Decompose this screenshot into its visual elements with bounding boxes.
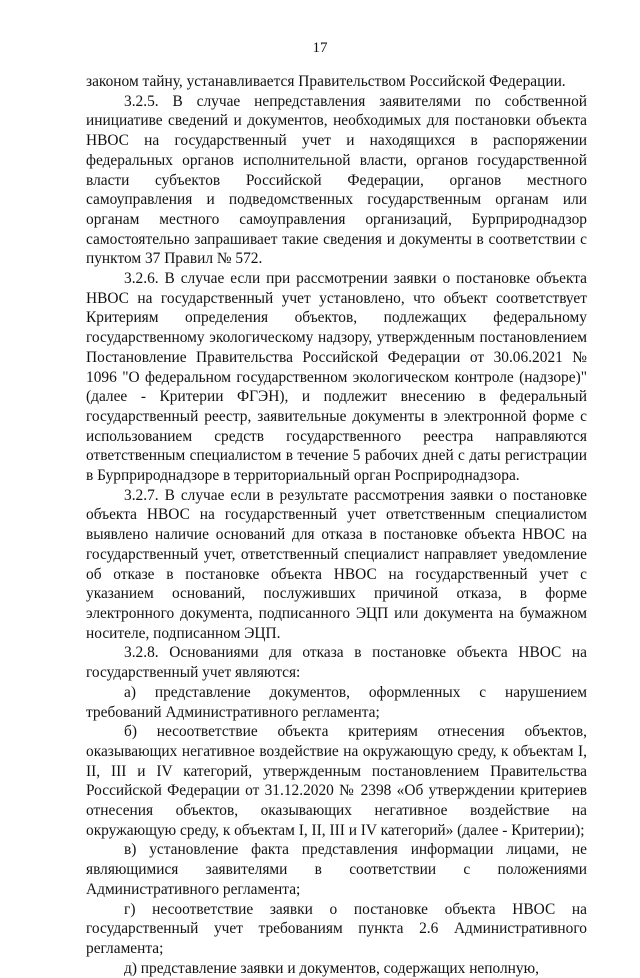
paragraph-3-2-5: 3.2.5. В случае непредставления заявителями по собственной инициативе сведений и документов, необходимых для постановки объекта НВОС на государственный учет и находящихся в распоряжении федеральных органов исполнительной власти, органов государственной власти субъектов Российской Федерации, органов местного самоуправления и подведомственных государственным органам или органам местного самоуправления организаций, Бурприроднадзор самостоятельно запрашивает такие сведения и документы в соответствии с пунктом 37 Правил № 572.: [86, 92, 587, 268]
paragraph-3-2-8: 3.2.8. Основаниями для отказа в постановке объекта НВОС на государственный учет являются:: [86, 644, 587, 682]
paragraph-3-2-6: 3.2.6. В случае если при рассмотрении заявки о постановке объекта НВОС на государственный учет установлено, что объект соответствует Критериям определения объектов, подлежащих федеральному государственному экологическому надзору, утвержденным постановлением Постановление Правительства Российской Федерации от 30.06.2021 № 1096 "О федеральном государственном экологическом контроле (надзоре)" (далее - Критерии ФГЭН), и подлежит внесению в федеральный государственный реестр, заявительные документы в электронной форме с использованием средств государственного реестра направляются ответственным специалистом в течение 5 рабочих дней с даты регистрации в Бурприроднадзоре в территориальный орган Росприроднадзора.: [86, 270, 587, 485]
page-number: 17: [312, 40, 328, 56]
list-item-g: г) несоответствие заявки о постановке объекта НВОС на государственный учет требованиям пункта 2.6 Административного регламента;: [86, 900, 587, 957]
list-item-b: б) несоответствие объекта критериям отнесения объектов, оказывающих негативное воздействие на окружающую среду, к объектам I, II, III и IV категорий, утвержденным постановлением Правительства Российской Федерации от 31.12.2020 № 2398 «Об утверждении критериев отнесения объектов, оказывающих негативное воздействие на окружающую среду, к объектам I, II, III и IV категорий» (далее - Критерии);: [86, 723, 587, 839]
list-item-d: д) представление заявки и документов, содержащих неполную,: [124, 959, 539, 977]
list-item-v: в) установление факта представления информации лицами, не являющимися заявителями в соответствии с положениями Административного регламента;: [86, 841, 587, 898]
document-body: [86, 72, 587, 978]
paragraph-continuation: законом тайну, устанавливается Правительством Российской Федерации.: [86, 73, 566, 90]
list-item-a: а) представление документов, оформленных с нарушением требований Административного регламента;: [86, 683, 587, 721]
paragraph-3-2-7: 3.2.7. В случае если в результате рассмотрения заявки о постановке объекта НВОС на государственный учет ответственным специалистом выявлено наличие оснований для отказа в постановке объекта НВОС на государственный учет, ответственный специалист направляет уведомление об отказе в постановке объекта НВОС на государственный учет с указанием оснований, послуживших причиной отказа, в форме электронного документа, подписанного ЭЦП или документа на бумажном носителе, подписанном ЭЦП.: [86, 486, 587, 642]
